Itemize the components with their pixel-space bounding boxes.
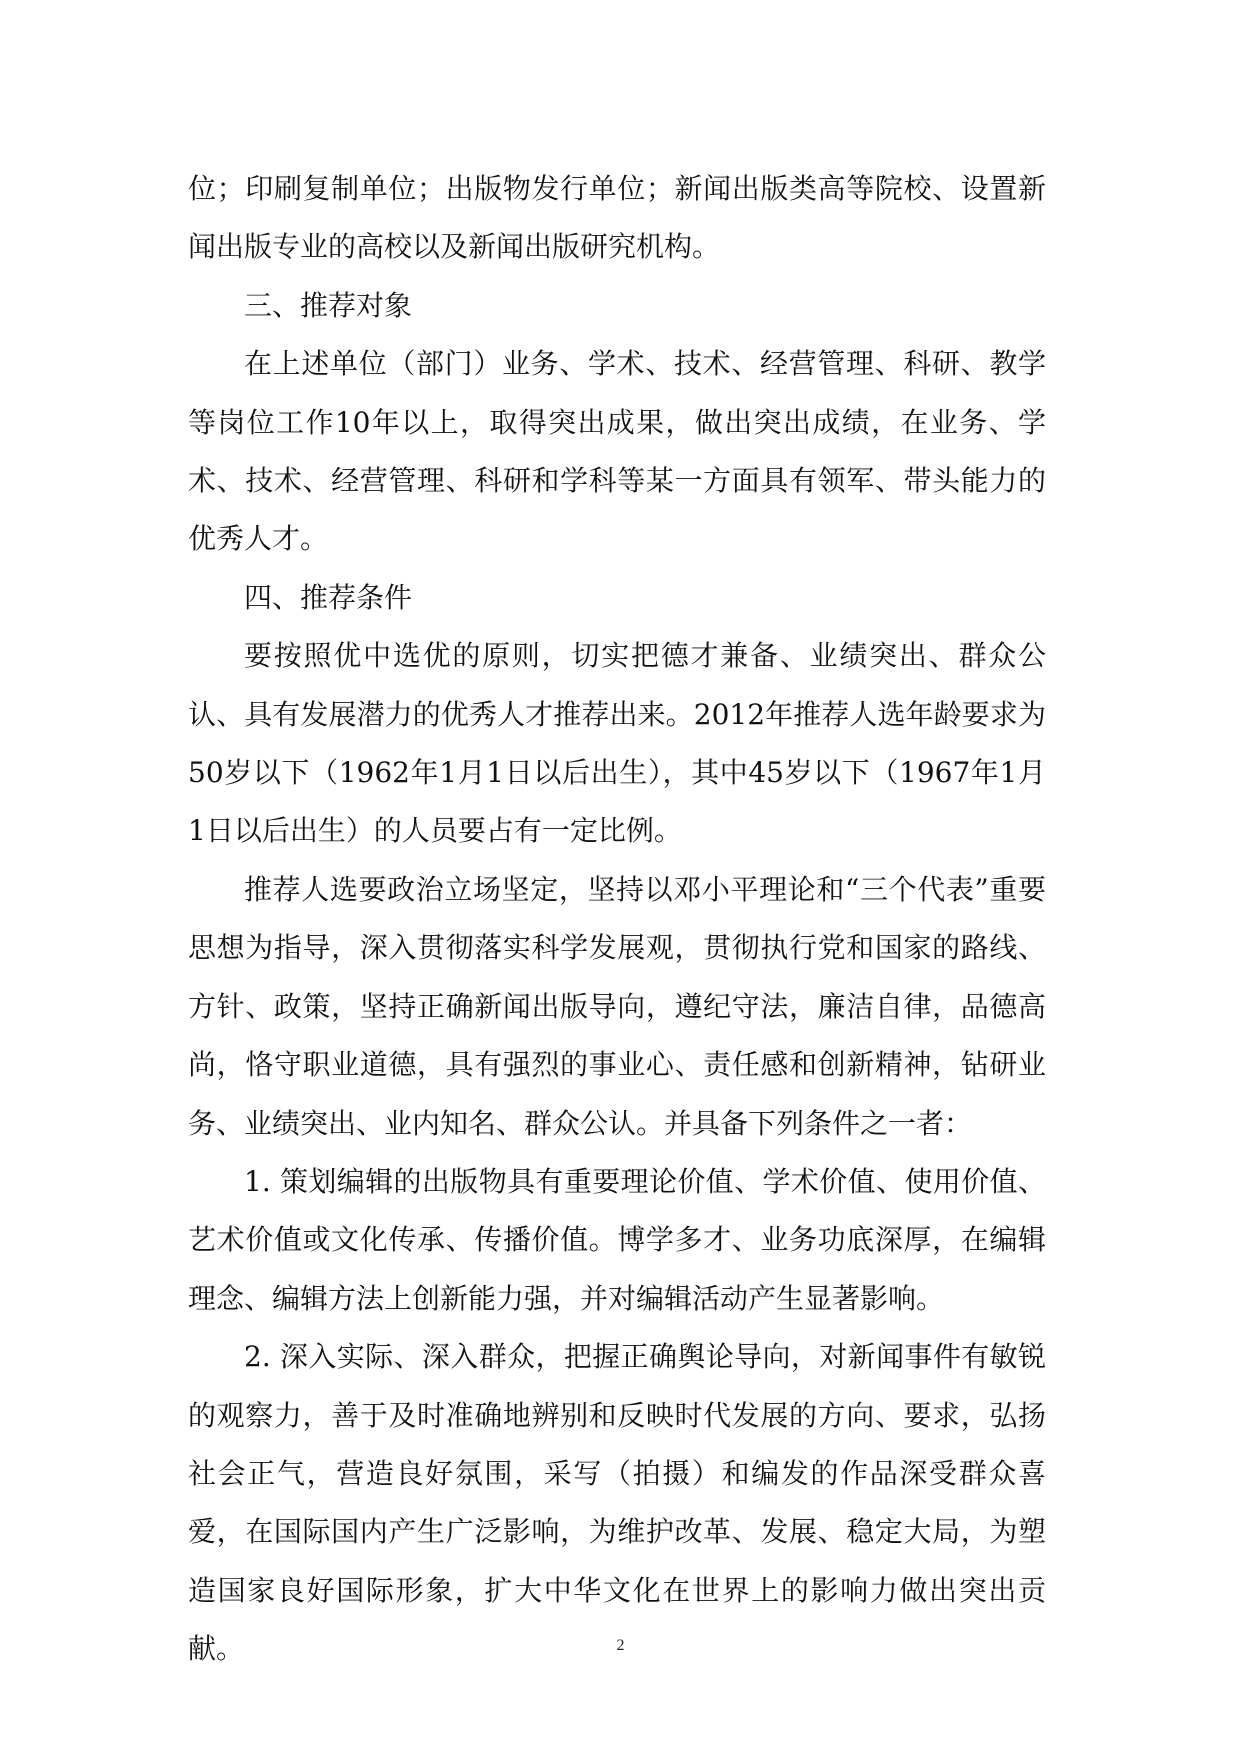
paragraph-condition-1: 1. 策划编辑的出版物具有重要理论价值、学术价值、使用价值、艺术价值或文化传承、传播价值。博学多才、业务功底深厚，在编辑理念、编辑方法上创新能力强，并对编辑活动产生显著影响。 (188, 1164, 1046, 1315)
section-heading-recommendation-targets: 三、推荐对象 (244, 288, 413, 322)
paragraph-political-requirements: 推荐人选要政治立场坚定，坚持以邓小平理论和“三个代表”重要思想为指导，深入贯彻落实科学发展观，贯彻执行党和国家的路线、方针、政策，坚持正确新闻出版导向，遵纪守法，廉洁自律，品德高尚，恪守职业道德，具有强烈的事业心、责任感和创新精神，钻研业务、业绩突出、业内知名、群众公认。并具备下列条件之一者： (188, 872, 1046, 1140)
section-heading-recommendation-conditions: 四、推荐条件 (244, 580, 413, 614)
paragraph-recommendation-targets: 在上述单位（部门）业务、学术、技术、经营管理、科研、教学等岗位工作10年以上，取得突出成果，做出突出成绩，在业务、学术、技术、经营管理、科研和学科等某一方面具有领军、带头能力的优秀人才。 (188, 347, 1046, 556)
paragraph-selection-principle: 要按照优中选优的原则，切实把德才兼备、业绩突出、群众公认、具有发展潜力的优秀人才推荐出来。2012年推荐人选年龄要求为50岁以下（1962年1月1日以后出生），其中45岁以下（1967年1月1日以后出生）的人员要占有一定比例。 (188, 639, 1046, 848)
page-number: 2 (616, 1637, 625, 1654)
paragraph-units-continued: 位；印刷复制单位；出版物发行单位；新闻出版类高等院校、设置新闻出版专业的高校以及新闻出版研究机构。 (188, 172, 1046, 264)
paragraph-condition-2: 2. 深入实际、深入群众，把握正确舆论导向，对新闻事件有敏锐的观察力，善于及时准确地辨别和反映时代发展的方向、要求，弘扬社会正气，营造良好氛围，采写（拍摄）和编发的作品深受群众喜爱，在国际国内产生广泛影响，为维护改革、发展、稳定大局，为塑造国家良好国际形象，扩大中华文化在世界上的影响力做出突出贡献。 (188, 1340, 1046, 1666)
document-body (188, 160, 1046, 1679)
